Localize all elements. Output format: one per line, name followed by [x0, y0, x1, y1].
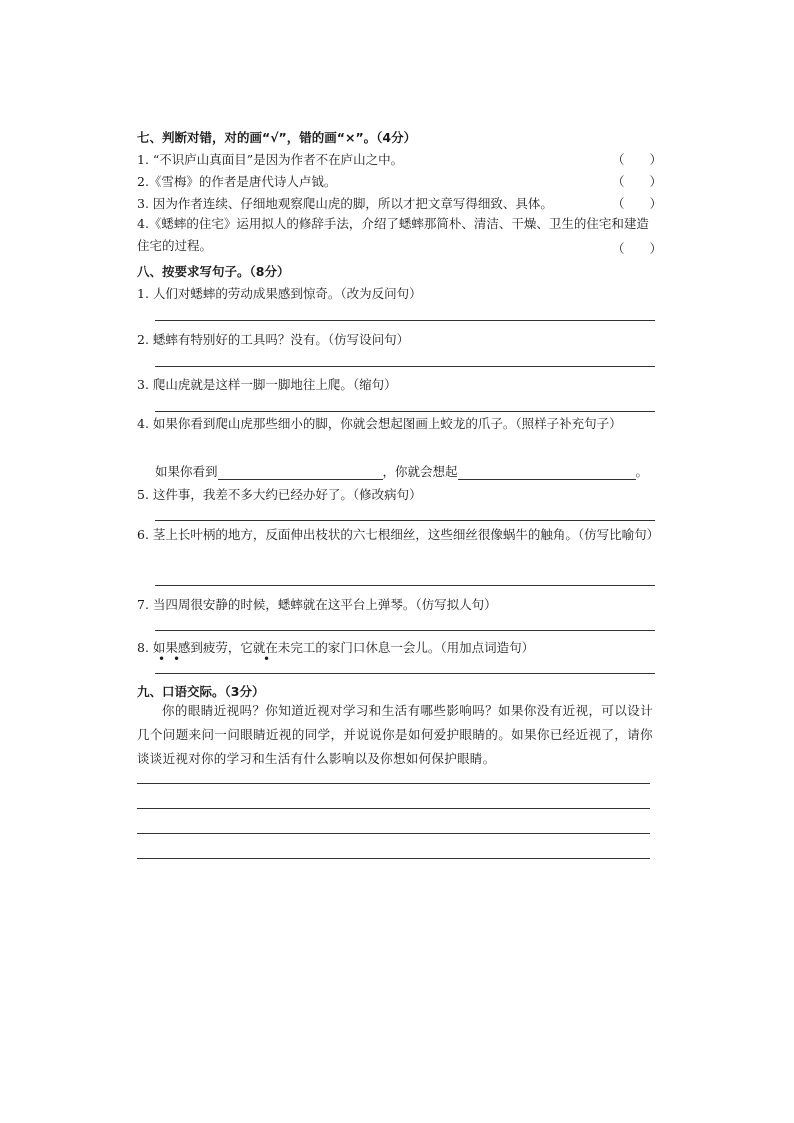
- section-9-title: 九、口语交际。（3分）: [137, 684, 265, 699]
- answer-line-1[interactable]: [155, 320, 655, 321]
- fill-blank-1[interactable]: [218, 464, 383, 480]
- writing-line-3[interactable]: [137, 833, 650, 834]
- judge-item-2: 2.《雪梅》的作者是唐代诗人卢钺。: [137, 174, 337, 189]
- writing-line-2[interactable]: [137, 808, 650, 809]
- rewrite-item-6: 6. 茎上长叶柄的地方，反面伸出枝状的六七根细丝，这些细丝很像蜗牛的触角。（仿写比喻句）: [137, 527, 660, 542]
- rewrite-item-5: 5. 这件事，我差不多大约已经办好了。（修改病句）: [137, 487, 422, 502]
- rewrite-item-8: 8. 如果感到疲劳，它就在未完工的家门口休息一会儿。（用加点词造句）: [137, 640, 535, 655]
- answer-line-6[interactable]: [155, 585, 655, 586]
- fill-end: 。: [635, 464, 649, 479]
- answer-paren-2[interactable]: （ ）: [612, 174, 663, 189]
- rewrite-item-3: 3. 爬山虎就是这样一脚一脚地往上爬。（缩句）: [137, 377, 397, 392]
- answer-line-2[interactable]: [155, 366, 655, 367]
- answer-paren-1[interactable]: （ ）: [612, 152, 663, 167]
- writing-line-4[interactable]: [137, 858, 650, 859]
- answer-line-8[interactable]: [155, 673, 655, 674]
- judge-item-4: 4.《蟋蟀的住宅》运用拟人的修辞手法，介绍了蟋蟀那简朴、清洁、干燥、卫生的住宅和建造住宅的过程。: [137, 216, 649, 253]
- rewrite-item-7: 7. 当四周很安静的时候，蟋蟀就在这平台上弹琴。（仿写拟人句）: [137, 597, 497, 612]
- rewrite-item-2: 2. 蟋蟀有特别好的工具吗？没有。（仿写设问句）: [137, 332, 410, 347]
- judge-item-1: 1. “不识庐山真面目”是因为作者不在庐山之中。: [137, 152, 404, 167]
- section-7-title: 七、判断对错，对的画“√”，错的画“×”。（4分）: [137, 130, 417, 145]
- fill-middle: ，你就会想起: [382, 464, 458, 479]
- answer-line-3[interactable]: [155, 411, 655, 412]
- section-8-title: 八、按要求写句子。（8分）: [137, 264, 290, 279]
- section-9-paragraph: 你的眼睛近视吗？你知道近视对学习和生活有哪些影响吗？如果你没有近视，可以设计几个问题来问一问眼睛近视的同学，并说说你是如何爱护眼睛的。如果你已经近视了，请你谈谈近视对你的学习和生活有什么影响以及你想如何保护眼睛。: [137, 703, 653, 766]
- fill-sentence: [155, 462, 648, 480]
- fill-prefix: 如果你看到: [155, 464, 218, 479]
- rewrite-item-1: 1. 人们对蟋蟀的劳动成果感到惊奇。（改为反问句）: [137, 286, 422, 301]
- answer-line-7[interactable]: [155, 630, 655, 631]
- answer-paren-4[interactable]: （ ）: [612, 241, 663, 256]
- emphasis-dot-1: •: [158, 652, 166, 666]
- emphasis-dot-3: •: [263, 652, 271, 666]
- writing-line-1[interactable]: [137, 783, 650, 784]
- emphasis-dot-2: •: [173, 652, 181, 666]
- answer-paren-3[interactable]: （ ）: [612, 196, 663, 211]
- fill-blank-2[interactable]: [458, 464, 636, 480]
- judge-item-3: 3. 因为作者连续、仔细地观察爬山虎的脚，所以才把文章写得细致、具体。: [137, 196, 553, 211]
- answer-line-5[interactable]: [155, 520, 655, 521]
- rewrite-item-4: 4. 如果你看到爬山虎那些细小的脚，你就会想起图画上蛟龙的爪子。（照样子补充句子）: [137, 416, 622, 431]
